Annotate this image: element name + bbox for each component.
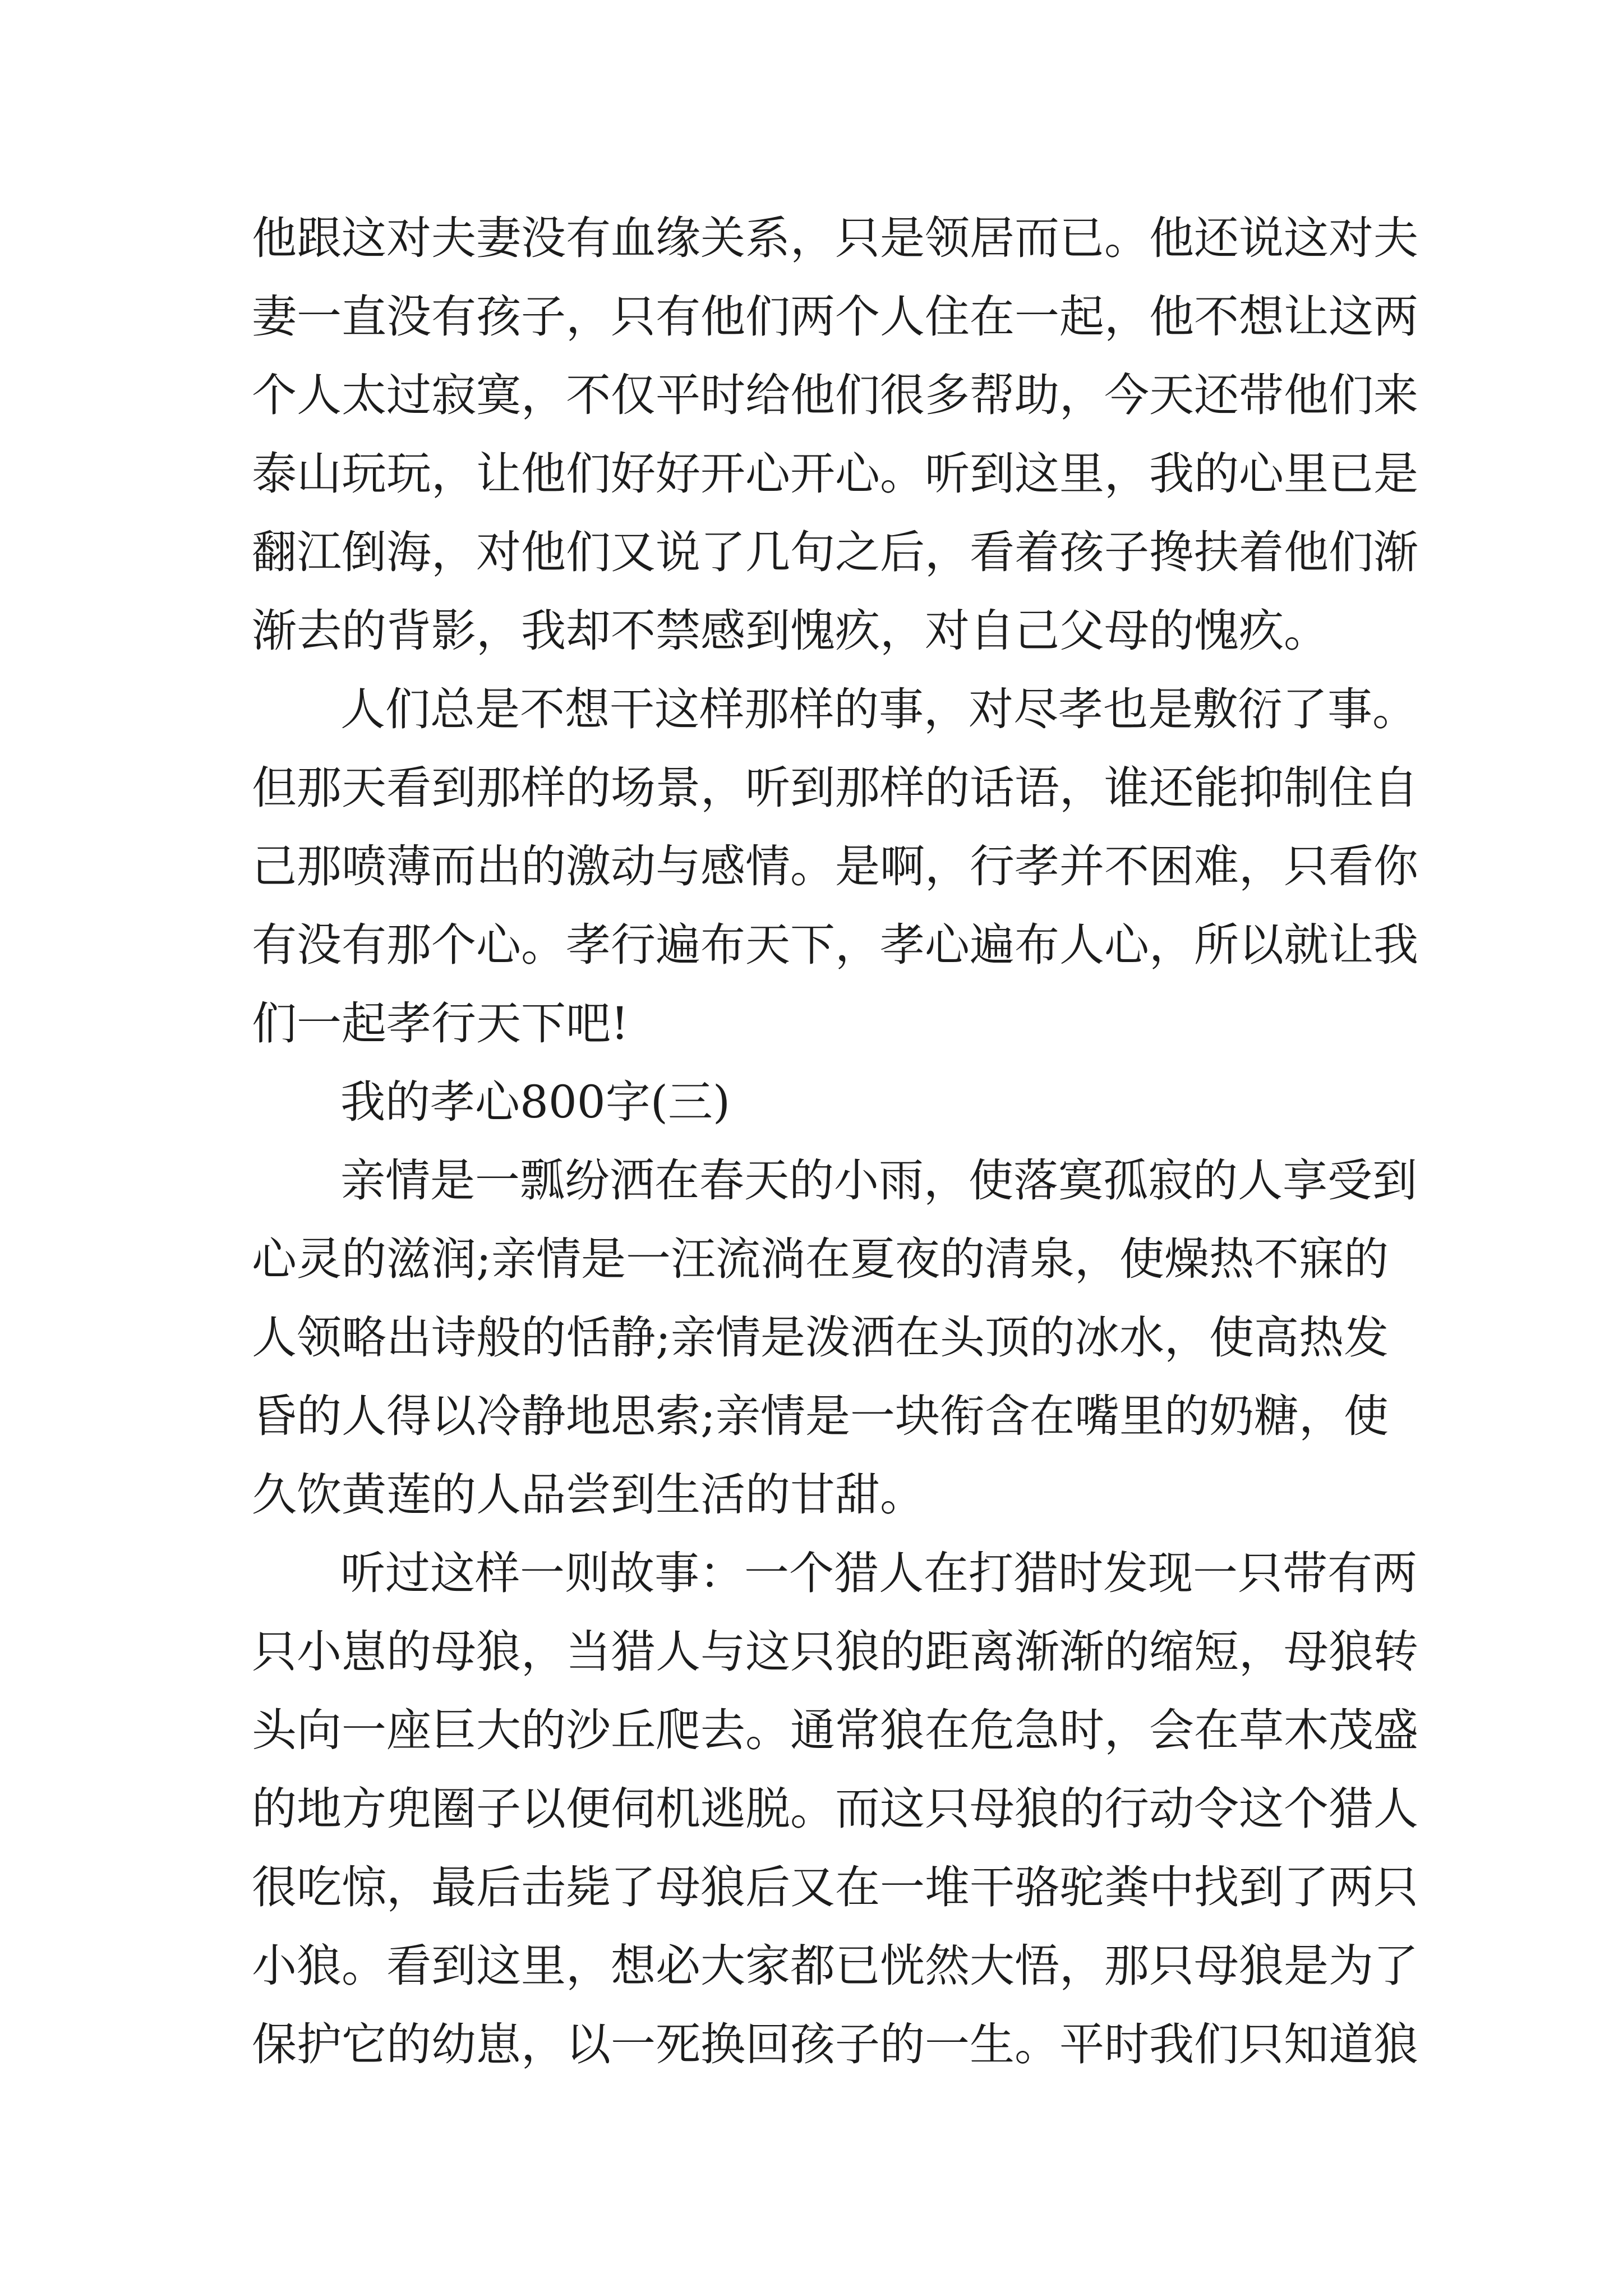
paragraph-first-line: 听过这样一则故事：一个猎人在打猎时发现一只带有两 [340, 1547, 1417, 1599]
paragraph-line: 妻一直没有孩子，只有他们两个人住在一起，他不想让这两 [252, 291, 1418, 343]
paragraph-line: 很吃惊，最后击毙了母狼后又在一堆干骆驼粪中找到了两只 [252, 1861, 1418, 1913]
paragraph-line: 己那喷薄而出的激动与感情。是啊，行孝并不困难，只看你 [252, 840, 1418, 892]
paragraph-line: 翻江倒海，对他们又说了几句之后，看着孩子搀扶着他们渐 [252, 526, 1418, 578]
paragraph-line: 他跟这对夫妻没有血缘关系，只是领居而已。他还说这对夫 [252, 212, 1418, 264]
paragraph-line: 的地方兜圈子以便伺机逃脱。而这只母狼的行动令这个猎人 [252, 1783, 1418, 1835]
paragraph-first-line: 亲情是一瓢纷洒在春天的小雨，使落寞孤寂的人享受到 [340, 1154, 1417, 1207]
paragraph-line: 人领略出诗般的恬静;亲情是泼洒在头顶的冰水，使高热发 [252, 1312, 1389, 1364]
paragraph-line: 有没有那个心。孝行遍布天下，孝心遍布人心，所以就让我 [252, 919, 1418, 971]
paragraph-line: 昏的人得以冷静地思索;亲情是一块衔含在嘴里的奶糖，使 [252, 1390, 1389, 1442]
paragraph-line: 久饮黄莲的人品尝到生活的甘甜。 [252, 1469, 925, 1521]
paragraph-line: 但那天看到那样的场景，听到那样的话语，谁还能抑制住自 [252, 762, 1418, 814]
paragraph-line: 们一起孝行天下吧! [252, 997, 629, 1050]
paragraph-line: 心灵的滋润;亲情是一汪流淌在夏夜的清泉，使燥热不寐的 [252, 1233, 1389, 1285]
paragraph-line: 个人太过寂寞，不仅平时给他们很多帮助，今天还带他们来 [252, 369, 1418, 421]
paragraph-line: 头向一座巨大的沙丘爬去。通常狼在危急时，会在草木茂盛 [252, 1704, 1418, 1756]
paragraph-line: 小狼。看到这里，想必大家都已恍然大悟，那只母狼是为了 [252, 1940, 1418, 1992]
paragraph-first-line: 人们总是不想干这样那样的事，对尽孝也是敷衍了事。 [340, 683, 1417, 735]
paragraph-line: 只小崽的母狼，当猎人与这只狼的距离渐渐的缩短，母狼转 [252, 1626, 1418, 1678]
paragraph-line: 泰山玩玩，让他们好好开心开心。听到这里，我的心里已是 [252, 448, 1418, 500]
section-heading: 我的孝心800字(三) [340, 1076, 731, 1128]
paragraph-line: 渐去的背影，我却不禁感到愧疚，对自己父母的愧疚。 [252, 605, 1329, 657]
paragraph-line: 保护它的幼崽，以一死换回孩子的一生。平时我们只知道狼 [252, 2018, 1418, 2070]
